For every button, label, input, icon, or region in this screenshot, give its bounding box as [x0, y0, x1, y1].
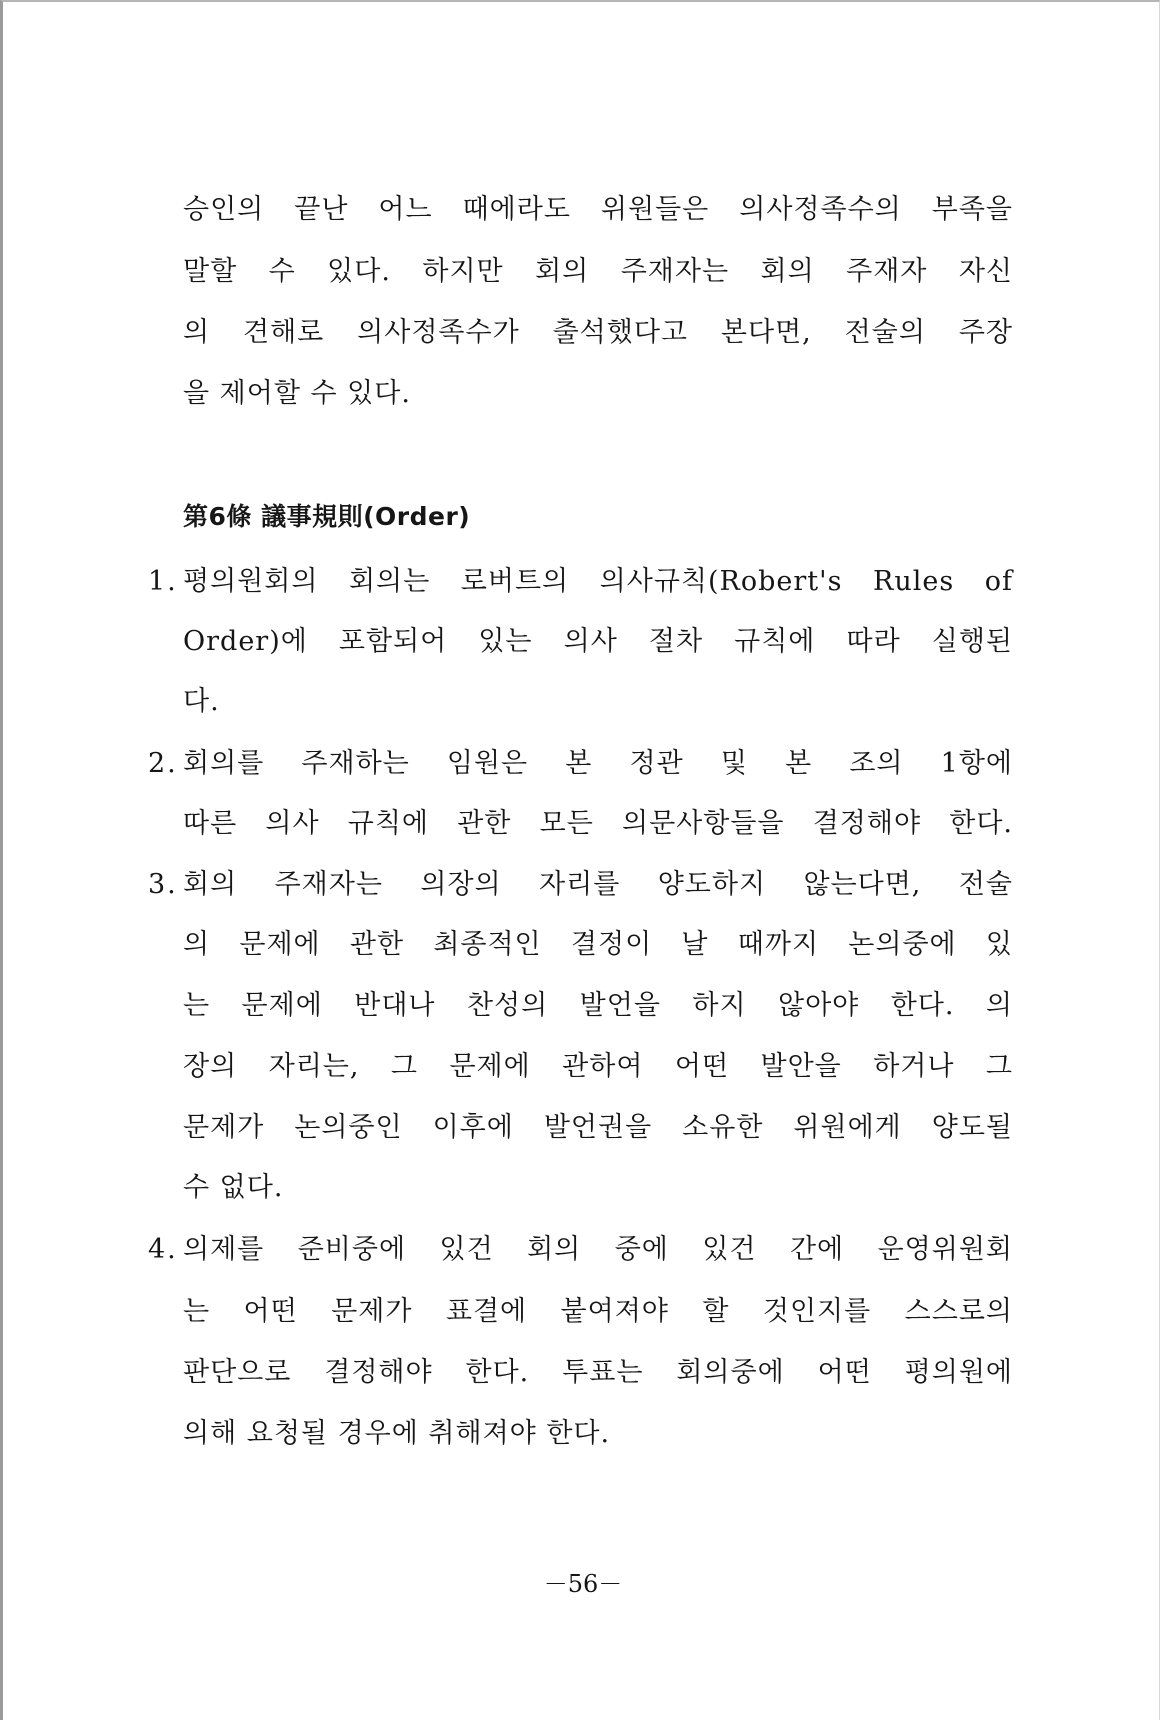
item-1-line-1: 평의원회의 회의는 로버트의 의사규칙(Robert's Rules of	[183, 566, 1013, 597]
item-number-3: 3.	[148, 869, 178, 900]
item-1-line-2: Order)에 포함되어 있는 의사 절차 규칙에 따라 실행된	[183, 626, 1013, 657]
item-3-line-4: 장의 자리는, 그 문제에 관하여 어떤 발안을 하거나 그	[183, 1051, 1013, 1082]
item-2-line-1: 회의를 주재하는 임원은 본 정관 및 본 조의 1항에	[183, 748, 1013, 779]
intro-line-3: 의 견해로 의사정족수가 출석했다고 본다면, 전술의 주장	[183, 317, 1013, 348]
item-4-line-4: 의해 요청될 경우에 취해져야 한다.	[183, 1418, 611, 1449]
item-2-line-2: 따른 의사 규칙에 관한 모든 의문사항들을 결정해야 한다.	[183, 808, 1013, 839]
item-3-line-2: 의 문제에 관한 최종적인 결정이 날 때까지 논의중에 있	[183, 929, 1013, 960]
page-number: －56－	[543, 1570, 623, 1598]
item-3-line-3: 는 문제에 반대나 찬성의 발언을 하지 않아야 한다. 의	[183, 990, 1013, 1021]
article-heading: 第6條 議事規則(Order)	[183, 502, 471, 531]
item-4-line-3: 판단으로 결정해야 한다. 투표는 회의중에 어떤 평의원에	[183, 1357, 1013, 1388]
intro-line-1: 승인의 끝난 어느 때에라도 위원들은 의사정족수의 부족을	[183, 194, 1013, 225]
intro-line-4: 을 제어할 수 있다.	[183, 378, 411, 409]
intro-line-2: 말할 수 있다. 하지만 회의 주재자는 회의 주재자 자신	[183, 256, 1013, 287]
item-4-line-2: 는 어떤 문제가 표결에 붙여져야 할 것인지를 스스로의	[183, 1296, 1013, 1327]
item-1-line-3: 다.	[183, 686, 220, 717]
item-number-2: 2.	[148, 748, 178, 779]
item-3-line-5: 문제가 논의중인 이후에 발언권을 소유한 위원에게 양도될	[183, 1112, 1013, 1143]
item-number-4: 4.	[148, 1234, 178, 1265]
item-4-line-1: 의제를 준비중에 있건 회의 중에 있건 간에 운영위원회	[183, 1234, 1013, 1265]
item-3-line-6: 수 없다.	[183, 1172, 284, 1203]
item-3-line-1: 회의 주재자는 의장의 자리를 양도하지 않는다면, 전술	[183, 869, 1013, 900]
item-number-1: 1.	[148, 566, 178, 597]
